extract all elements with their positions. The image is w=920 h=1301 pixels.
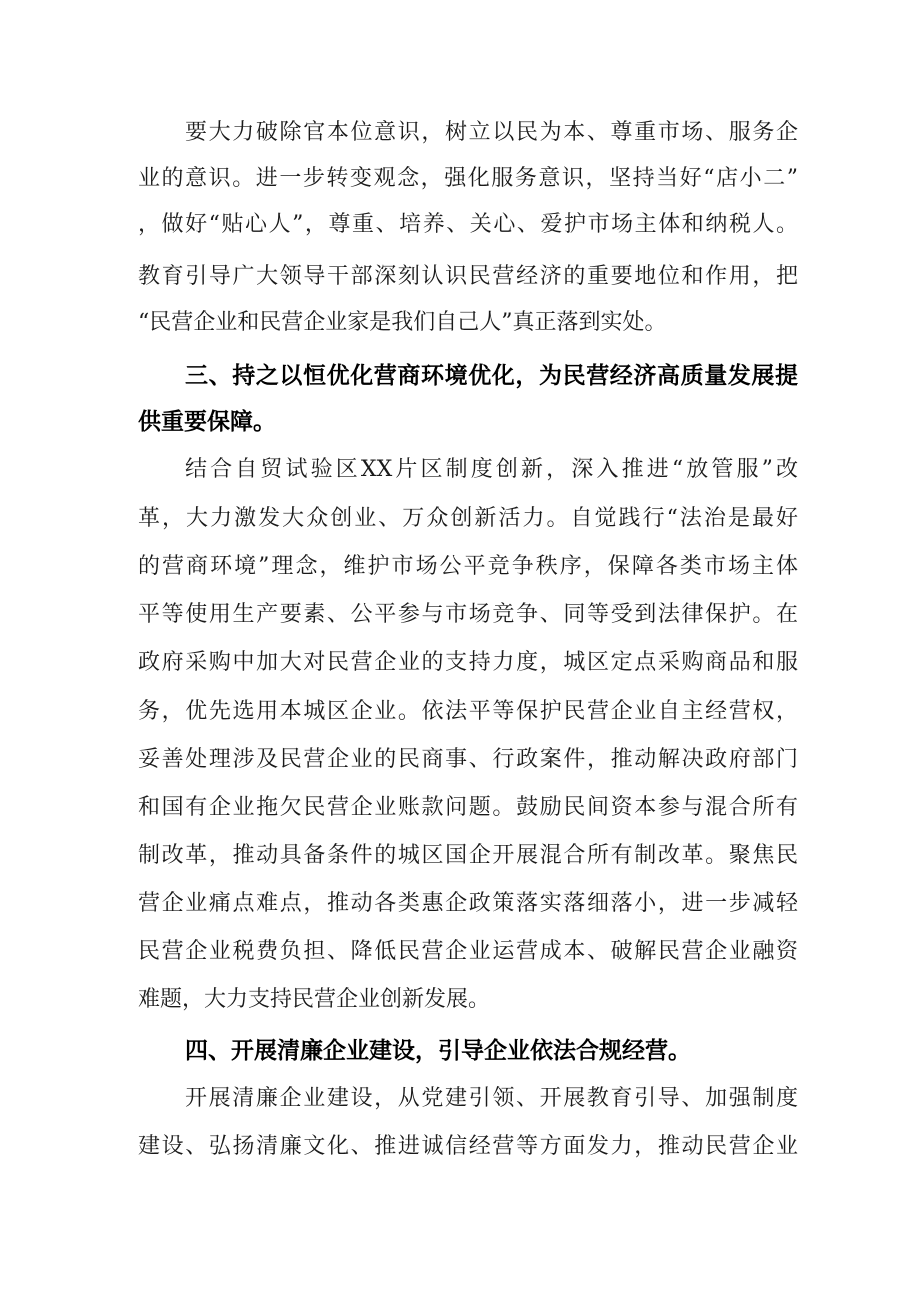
paragraph-2-line-3: 的营商环境”理念，维护市场公平竞争秩序，保障各类市场主体 <box>138 554 798 579</box>
paragraph-2-line-6: 务，优先选用本城区企业。依法平等保护民营企业自主经营权， <box>138 699 798 724</box>
paragraph-2-line-4: 平等使用生产要素、公平参与市场竞争、同等受到法律保护。在 <box>138 602 798 627</box>
paragraph-2-line-7: 妥善处理涉及民营企业的民商事、行政案件，推动解决政府部门 <box>138 747 798 772</box>
section-3-heading-line-2: 供重要保障。 <box>138 409 276 435</box>
paragraph-2-line-10: 营企业痛点难点，推动各类惠企政策落实落细落小，进一步减轻 <box>138 891 798 916</box>
paragraph-2-line-2: 革，大力激发大众创业、万众创新活力。自觉践行“法治是最好 <box>138 506 798 531</box>
paragraph-2-line-1: 结合自贸试验区XX片区制度创新，深入推进“放管服”改 <box>185 457 798 482</box>
paragraph-1-line-4: 教育引导广大领导干部深刻认识民营经济的重要地位和作用，把 <box>138 264 798 289</box>
paragraph-1-line-1: 要大力破除官本位意识，树立以民为本、尊重市场、服务企 <box>185 120 798 145</box>
paragraph-1-line-3: ，做好“贴心人”，尊重、培养、关心、爱护市场主体和纳税人。 <box>138 212 798 237</box>
paragraph-2-line-9: 制改革，推动具备条件的城区国企开展混合所有制改革。聚焦民 <box>138 843 798 868</box>
section-3-heading-line-1: 三、持之以恒优化营商环境优化，为民营经济高质量发展提 <box>185 363 798 389</box>
paragraph-3-line-2: 建设、弘扬清廉文化、推进诚信经营等方面发力，推动民营企业 <box>138 1134 798 1159</box>
section-4-heading: 四、开展清廉企业建设，引导企业依法合规经营。 <box>185 1038 691 1064</box>
paragraph-3-line-1: 开展清廉企业建设，从党建引领、开展教育引导、加强制度 <box>185 1086 798 1111</box>
paragraph-1-line-2: 业的意识。进一步转变观念，强化服务意识，坚持当好“店小二” <box>138 166 798 191</box>
paragraph-2-line-5: 政府采购中加大对民营企业的支持力度，城区定点采购商品和服 <box>138 650 798 675</box>
paragraph-1-line-5: “民营企业和民营企业家是我们自己人”真正落到实处。 <box>138 310 667 335</box>
paragraph-2-line-8: 和国有企业拖欠民营企业账款问题。鼓励民间资本参与混合所有 <box>138 795 798 820</box>
paragraph-2-line-12: 难题，大力支持民营企业创新发展。 <box>138 987 491 1012</box>
paragraph-2-line-11: 民营企业税费负担、降低民营企业运营成本、破解民营企业融资 <box>138 939 798 964</box>
